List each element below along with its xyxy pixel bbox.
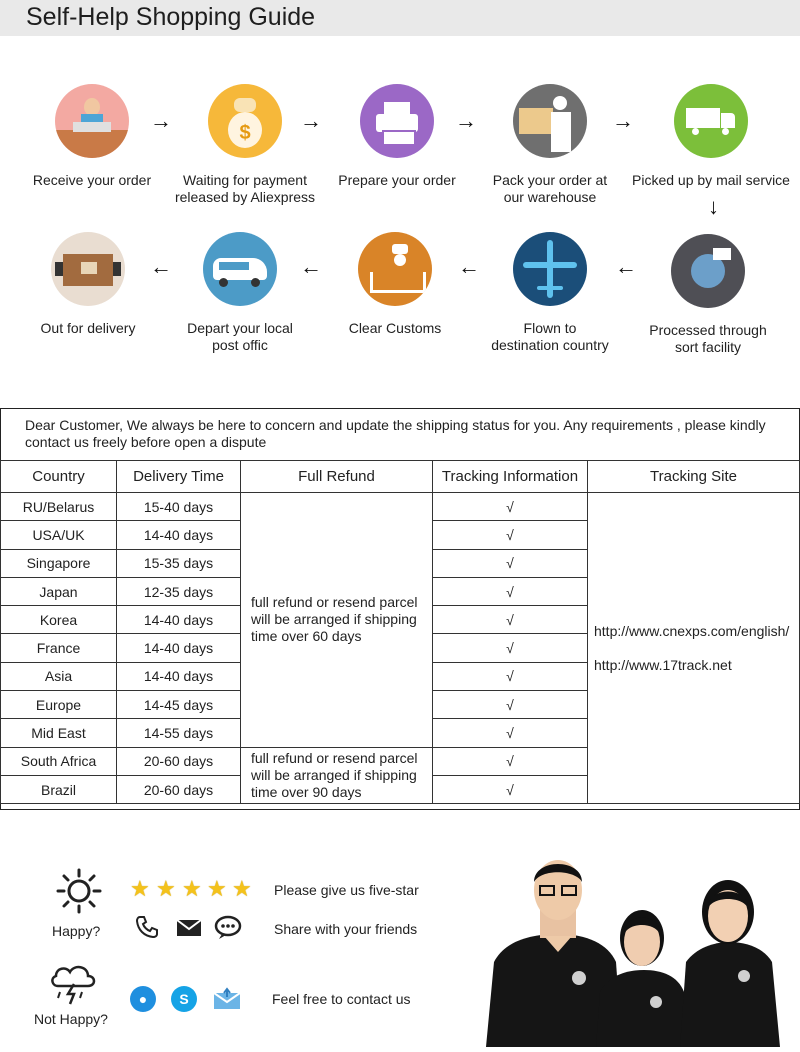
email-envelope-icon[interactable] (212, 987, 242, 1011)
step-label: Pack your order at (492, 172, 608, 188)
step-label: Processed through (649, 322, 767, 338)
cell-check: √ (433, 747, 588, 775)
cell-tracking-site (588, 493, 800, 804)
airplane-icon (513, 232, 587, 306)
header-country: Country (1, 461, 117, 493)
chat-bubble-icon[interactable] (214, 914, 242, 940)
arrow-right-icon: → (455, 108, 477, 133)
truck-icon (674, 84, 748, 158)
step-label: Out for delivery (40, 320, 136, 336)
cell-check: √ (433, 775, 588, 803)
five-star-text: Please give us five-star (274, 882, 419, 898)
sun-icon (56, 868, 102, 914)
shipping-table (0, 460, 800, 804)
cell-country: Japan (1, 577, 117, 605)
header-delivery-time: Delivery Time (117, 461, 241, 493)
cell-check: √ (433, 606, 588, 634)
cell-refund-60: full refund or resend parcel will be arranged if shipping time over 60 days (241, 493, 433, 748)
step-label: Receive your order (32, 172, 152, 188)
cell-time: 20-60 days (117, 747, 241, 775)
cell-country: Korea (1, 606, 117, 634)
table-header-row (1, 461, 800, 493)
cell-check: √ (433, 521, 588, 549)
cell-check: √ (433, 662, 588, 690)
tracking-link-cnexps[interactable]: http://www.cnexps.com/english/ (594, 623, 790, 640)
arrow-right-icon: → (300, 108, 322, 133)
skype-icon[interactable]: S (171, 986, 197, 1012)
star-icon: ★ (207, 876, 227, 901)
star-icon: ★ (130, 876, 150, 901)
staff-photo (484, 852, 784, 1047)
step-depart-post-office (160, 232, 320, 354)
cell-check: √ (433, 719, 588, 747)
page-title: Self-Help Shopping Guide (26, 3, 316, 31)
page-header (0, 0, 800, 36)
cell-country: USA/UK (1, 521, 117, 549)
cell-country: Brazil (1, 775, 117, 803)
cell-time: 12-35 days (117, 577, 241, 605)
cell-refund-90: full refund or resend parcel will be arranged if shipping time over 90 days (241, 747, 433, 804)
cell-country: France (1, 634, 117, 662)
arrow-right-icon: → (612, 108, 634, 133)
step-label: Waiting for payment (183, 172, 307, 188)
cell-country: Europe (1, 691, 117, 719)
cell-country: Singapore (1, 549, 117, 577)
table-row (1, 493, 800, 521)
step-label: Depart your local (187, 320, 293, 336)
arrow-left-icon: ← (150, 254, 172, 279)
header-tracking-site: Tracking Site (588, 461, 800, 493)
phone-icon[interactable] (134, 914, 160, 940)
step-pack-order (470, 84, 630, 206)
contact-text: Feel free to contact us (272, 991, 411, 1007)
cell-country: South Africa (1, 747, 117, 775)
step-label: Flown to (523, 320, 577, 336)
cell-time: 20-60 days (117, 775, 241, 803)
notice-message: Dear Customer, We always be here to concern and update the shipping status for you. Any requirements , please kindly contact us freely before open a dispute (25, 417, 766, 450)
cell-check: √ (433, 691, 588, 719)
mail-icon[interactable] (176, 916, 202, 938)
arrow-right-icon: → (150, 108, 172, 133)
cell-time: 14-45 days (117, 691, 241, 719)
messenger-icon[interactable]: ● (130, 986, 156, 1012)
cell-country: Asia (1, 662, 117, 690)
step-picked-up (631, 84, 791, 189)
step-out-for-delivery (8, 232, 168, 337)
cell-check: √ (433, 634, 588, 662)
header-full-refund: Full Refund (241, 461, 433, 493)
step-label: Prepare your order (338, 172, 456, 188)
not-happy-label: Not Happy? (34, 1011, 108, 1027)
cell-time: 15-35 days (117, 549, 241, 577)
star-icon: ★ (182, 876, 202, 901)
person-at-desk-icon (55, 84, 129, 158)
delivery-box-icon (51, 232, 125, 306)
cell-country: RU/Belarus (1, 493, 117, 521)
share-text: Share with your friends (274, 921, 418, 937)
happy-label: Happy? (52, 923, 101, 939)
step-label: Clear Customs (348, 320, 442, 336)
step-waiting-payment (165, 84, 325, 206)
printer-icon (360, 84, 434, 158)
cell-time: 14-40 days (117, 662, 241, 690)
header-tracking-info: Tracking Information (433, 461, 588, 493)
globe-mail-icon (671, 234, 745, 308)
van-icon (203, 232, 277, 306)
cell-check: √ (433, 549, 588, 577)
cell-country: Mid East (1, 719, 117, 747)
cell-time: 14-40 days (117, 606, 241, 634)
customs-officer-icon (358, 232, 432, 306)
step-label-line2: released by Aliexpress (174, 189, 316, 205)
tracking-link-17track[interactable]: http://www.17track.net (594, 657, 732, 674)
step-clear-customs (315, 232, 475, 337)
cell-check: √ (433, 577, 588, 605)
cell-time: 14-55 days (117, 719, 241, 747)
step-flown (470, 232, 630, 354)
arrow-left-icon: ← (615, 254, 637, 279)
step-sort-facility (628, 234, 788, 356)
step-label-line2: post offic (212, 337, 268, 353)
arrow-left-icon: ← (458, 254, 480, 279)
star-icon: ★ (232, 876, 252, 901)
step-label-line2: sort facility (674, 339, 742, 355)
money-bag-icon: $ (208, 84, 282, 158)
packing-box-icon (513, 84, 587, 158)
step-label: Picked up by mail service (632, 172, 790, 188)
storm-cloud-icon (48, 962, 98, 1006)
cell-time: 14-40 days (117, 521, 241, 549)
step-prepare-order (317, 84, 477, 189)
cell-time: 14-40 days (117, 634, 241, 662)
cell-time: 15-40 days (117, 493, 241, 521)
star-icon: ★ (156, 876, 176, 901)
arrow-down-icon: ↓ (708, 194, 719, 219)
arrow-left-icon: ← (300, 254, 322, 279)
step-receive-order (12, 84, 172, 189)
cell-check: √ (433, 493, 588, 521)
step-label-line2: destination country (491, 337, 609, 353)
step-label-line2: our warehouse (503, 189, 597, 205)
